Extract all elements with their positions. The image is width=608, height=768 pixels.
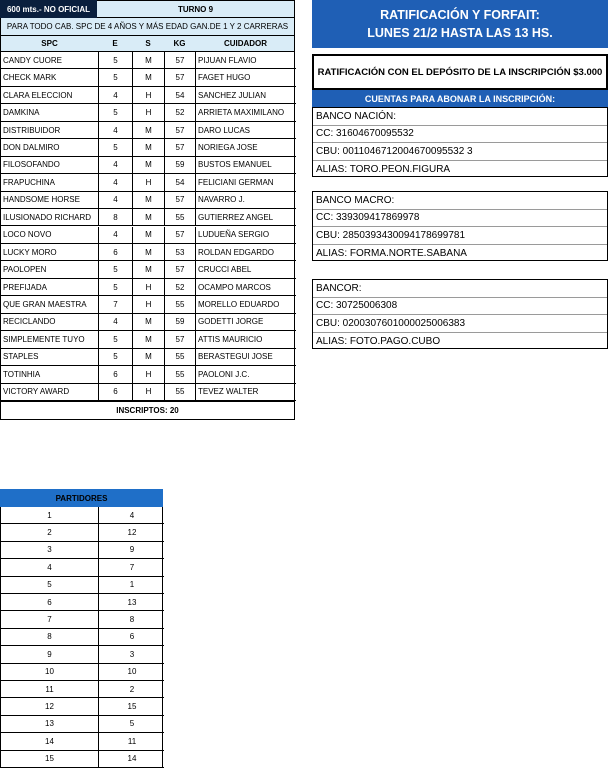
cell-edad: 4 xyxy=(98,227,132,243)
cell-kg: 54 xyxy=(164,87,195,103)
partidor-row xyxy=(1,611,164,628)
partidor-number: 9 xyxy=(47,649,52,659)
cell-spc: DISTRIBUIDOR xyxy=(3,125,61,135)
partidor-number: 7 xyxy=(47,615,52,625)
cell-cuidador: ROLDAN EDGARDO xyxy=(195,244,296,260)
cell-spc: FRAPUCHINA xyxy=(3,177,56,187)
table-row xyxy=(1,227,296,244)
cell-edad: 5 xyxy=(98,279,132,295)
col-cuidador: CUIDADOR xyxy=(223,39,268,48)
cell-edad: 4 xyxy=(98,122,132,138)
partidor-number: 8 xyxy=(47,632,52,642)
cell-cuidador: ATTIS MAURICIO xyxy=(195,331,296,347)
table-row xyxy=(1,87,296,104)
partidor-horse-number: 8 xyxy=(98,611,165,627)
bank-name: BANCO NACIÓN: xyxy=(313,108,607,126)
bank-alias: ALIAS: FORMA.NORTE.SABANA xyxy=(316,247,467,259)
cell-edad: 5 xyxy=(98,261,132,277)
cell-kg: 55 xyxy=(164,366,195,382)
bank-cbu: CBU: 0200307601000025006383 xyxy=(313,315,607,333)
cell-kg: 55 xyxy=(164,384,195,400)
table-row xyxy=(1,349,296,366)
cell-kg: 57 xyxy=(164,52,195,68)
cell-kg: 53 xyxy=(164,244,195,260)
cell-kg: 57 xyxy=(164,227,195,243)
cell-edad: 8 xyxy=(98,209,132,225)
ratificacion-deadline: LUNES 21/2 HASTA LAS 13 HS. xyxy=(367,26,553,40)
cell-sexo: M xyxy=(132,69,164,85)
cell-cuidador: ARRIETA MAXIMILANO xyxy=(195,104,296,120)
bank-cc: CC: 31604670095532 xyxy=(313,126,607,144)
table-row xyxy=(1,331,296,348)
cell-edad: 5 xyxy=(98,349,132,365)
cell-sexo: H xyxy=(132,366,164,382)
partidor-row xyxy=(1,629,164,646)
table-row xyxy=(1,192,296,209)
cell-cuidador: DARO LUCAS xyxy=(195,122,296,138)
partidor-number: 14 xyxy=(45,736,54,746)
race-condition: PARA TODO CAB. SPC DE 4 AÑOS Y MÁS EDAD GAN.DE 1 Y 2 CARRERAS xyxy=(0,18,295,35)
cuentas-header: CUENTAS PARA ABONAR LA INSCRIPCIÓN: xyxy=(312,90,608,107)
cell-cuidador: MORELLO EDUARDO xyxy=(195,296,296,312)
cell-spc: RECICLANDO xyxy=(3,317,56,327)
partidor-row xyxy=(1,542,164,559)
cell-kg: 57 xyxy=(164,331,195,347)
col-kg: KG xyxy=(173,39,186,48)
table-row xyxy=(1,314,296,331)
partidor-horse-number: 1 xyxy=(98,577,165,593)
cell-cuidador: PAOLONI J.C. xyxy=(195,366,296,382)
partidor-horse-number: 2 xyxy=(98,681,165,697)
cell-cuidador: BUSTOS EMANUEL xyxy=(195,157,296,173)
bank-alias: ALIAS: TORO.PEON.FIGURA xyxy=(316,163,451,175)
cell-kg: 59 xyxy=(164,157,195,173)
partidor-number: 6 xyxy=(47,597,52,607)
cell-kg: 55 xyxy=(164,296,195,312)
cell-cuidador: FAGET HUGO xyxy=(195,69,296,85)
cell-edad: 4 xyxy=(98,192,132,208)
cell-edad: 5 xyxy=(98,69,132,85)
cell-cuidador: BERASTEGUI JOSE xyxy=(195,349,296,365)
partidores-table xyxy=(0,489,163,768)
col-edad: E xyxy=(112,39,118,48)
cell-edad: 4 xyxy=(98,87,132,103)
cell-spc: CLARA ELECCION xyxy=(3,90,73,100)
cell-sexo: H xyxy=(132,296,164,312)
cell-sexo: M xyxy=(132,157,164,173)
cell-kg: 59 xyxy=(164,314,195,330)
partidor-number: 15 xyxy=(45,754,54,764)
cell-spc: PREFIJADA xyxy=(3,282,48,292)
cell-sexo: M xyxy=(132,227,164,243)
partidor-row xyxy=(1,664,164,681)
partidor-horse-number: 14 xyxy=(98,751,165,767)
distance-label: 600 mts.- NO OFICIAL xyxy=(0,0,97,18)
partidor-number: 11 xyxy=(45,684,54,694)
partidor-number: 2 xyxy=(47,528,52,538)
bank-cc: CC: 339309417869978 xyxy=(313,210,607,228)
table-row xyxy=(1,174,296,191)
table-row xyxy=(1,366,296,383)
table-row xyxy=(1,209,296,226)
cell-edad: 5 xyxy=(98,139,132,155)
cell-edad: 5 xyxy=(98,52,132,68)
cell-edad: 5 xyxy=(98,104,132,120)
table-row xyxy=(1,244,296,261)
bank-panel-bancor xyxy=(312,279,608,349)
partidor-horse-number: 12 xyxy=(98,524,165,540)
partidor-row xyxy=(1,524,164,541)
cell-sexo: M xyxy=(132,244,164,260)
partidor-number: 3 xyxy=(47,545,52,555)
inscriptos-total: INSCRIPTOS: 20 xyxy=(0,401,295,420)
cell-sexo: H xyxy=(132,104,164,120)
partidor-row xyxy=(1,646,164,663)
cell-cuidador: CRUCCI ABEL xyxy=(195,261,296,277)
cell-kg: 55 xyxy=(164,349,195,365)
cell-cuidador: GODETTI JORGE xyxy=(195,314,296,330)
cell-kg: 54 xyxy=(164,174,195,190)
cell-sexo: M xyxy=(132,139,164,155)
cell-edad: 6 xyxy=(98,366,132,382)
cell-cuidador: NORIEGA JOSE xyxy=(195,139,296,155)
bank-panel-macro xyxy=(312,191,608,261)
cell-kg: 52 xyxy=(164,279,195,295)
entries-body xyxy=(0,52,295,401)
cell-spc: PAOLOPEN xyxy=(3,265,47,275)
bank-cbu: CBU: 2850393430094178699781 xyxy=(313,227,607,245)
cell-edad: 6 xyxy=(98,384,132,400)
table-row xyxy=(1,157,296,174)
cell-sexo: H xyxy=(132,174,164,190)
cell-cuidador: PIJUAN FLAVIO xyxy=(195,52,296,68)
cell-kg: 57 xyxy=(164,122,195,138)
cell-sexo: M xyxy=(132,192,164,208)
cell-spc: HANDSOME HORSE xyxy=(3,195,80,205)
cell-sexo: H xyxy=(132,279,164,295)
cell-edad: 4 xyxy=(98,314,132,330)
partidor-horse-number: 10 xyxy=(98,664,165,680)
partidor-number: 13 xyxy=(45,719,54,729)
cell-spc: LOCO NOVO xyxy=(3,230,52,240)
cell-edad: 7 xyxy=(98,296,132,312)
partidor-number: 5 xyxy=(47,580,52,590)
cell-cuidador: GUTIERREZ ANGEL xyxy=(195,209,296,225)
cell-edad: 5 xyxy=(98,331,132,347)
cell-spc: ILUSIONADO RICHARD xyxy=(3,212,92,222)
partidor-horse-number: 11 xyxy=(98,733,165,749)
ratificacion-title: RATIFICACIÓN Y FORFAIT: xyxy=(380,8,540,22)
cell-spc: VICTORY AWARD xyxy=(3,387,70,397)
table-row xyxy=(1,104,296,121)
cell-spc: STAPLES xyxy=(3,352,39,362)
cell-edad: 6 xyxy=(98,244,132,260)
partidores-body xyxy=(0,507,163,768)
cell-spc: TOTINHIA xyxy=(3,369,41,379)
cell-spc: LUCKY MORO xyxy=(3,247,57,257)
partidor-row xyxy=(1,716,164,733)
partidor-row xyxy=(1,594,164,611)
deposit-note: RATIFICACIÓN CON EL DEPÓSITO DE LA INSCRIPCIÓN $3.000 xyxy=(312,54,608,90)
partidor-number: 1 xyxy=(47,510,52,520)
table-row xyxy=(1,279,296,296)
cell-edad: 4 xyxy=(98,174,132,190)
partidor-number: 10 xyxy=(45,667,54,677)
column-headers xyxy=(0,35,295,52)
cell-edad: 4 xyxy=(98,157,132,173)
col-spc: SPC xyxy=(41,39,58,48)
cell-sexo: M xyxy=(132,314,164,330)
partidor-horse-number: 7 xyxy=(98,559,165,575)
cell-sexo: M xyxy=(132,261,164,277)
bank-alias: ALIAS: FOTO.PAGO.CUBO xyxy=(316,335,441,347)
cell-cuidador: OCAMPO MARCOS xyxy=(195,279,296,295)
cell-spc: DON DALMIRO xyxy=(3,142,60,152)
bank-panel-nacion xyxy=(312,107,608,177)
partidor-horse-number: 3 xyxy=(98,646,165,662)
partidor-row xyxy=(1,681,164,698)
partidor-row xyxy=(1,559,164,576)
partidor-horse-number: 5 xyxy=(98,716,165,732)
bank-cbu: CBU: 0011046712004670095532 3 xyxy=(313,143,607,161)
cell-sexo: M xyxy=(132,331,164,347)
turno-label: TURNO 9 xyxy=(97,0,295,18)
table-row xyxy=(1,384,296,401)
bank-name: BANCO MACRO: xyxy=(313,192,607,210)
partidor-row xyxy=(1,507,164,524)
bank-cc: CC: 30725006308 xyxy=(313,298,607,316)
cell-kg: 57 xyxy=(164,69,195,85)
cell-spc: CHECK MARK xyxy=(3,73,57,83)
table-row xyxy=(1,69,296,86)
partidor-row xyxy=(1,751,164,768)
partidor-row xyxy=(1,577,164,594)
cell-spc: CANDY CUORE xyxy=(3,55,62,65)
cell-kg: 52 xyxy=(164,104,195,120)
entries-table xyxy=(0,0,295,420)
table-row xyxy=(1,52,296,69)
cell-cuidador: SANCHEZ JULIAN xyxy=(195,87,296,103)
cell-sexo: H xyxy=(132,87,164,103)
partidor-horse-number: 13 xyxy=(98,594,165,610)
partidor-horse-number: 6 xyxy=(98,629,165,645)
cell-kg: 57 xyxy=(164,261,195,277)
ratificacion-banner xyxy=(312,0,608,48)
cell-spc: QUE GRAN MAESTRA xyxy=(3,300,87,310)
cell-kg: 55 xyxy=(164,209,195,225)
cell-spc: DAMKINA xyxy=(3,108,40,118)
cell-cuidador: NAVARRO J. xyxy=(195,192,296,208)
cell-spc: SIMPLEMENTE TUYO xyxy=(3,334,85,344)
partidores-header: PARTIDORES xyxy=(0,489,163,507)
table-row xyxy=(1,296,296,313)
partidor-row xyxy=(1,698,164,715)
cell-sexo: M xyxy=(132,122,164,138)
partidor-horse-number: 15 xyxy=(98,698,165,714)
cell-sexo: M xyxy=(132,209,164,225)
cell-spc: FILOSOFANDO xyxy=(3,160,60,170)
partidor-number: 4 xyxy=(47,562,52,572)
cell-cuidador: LUDUEÑA SERGIO xyxy=(195,227,296,243)
partidor-number: 12 xyxy=(45,702,54,712)
table-row xyxy=(1,139,296,156)
table-row xyxy=(1,122,296,139)
table-row xyxy=(1,261,296,278)
partidor-horse-number: 4 xyxy=(98,507,165,523)
cell-kg: 57 xyxy=(164,192,195,208)
cell-cuidador: FELICIANI GERMAN xyxy=(195,174,296,190)
cell-cuidador: TEVEZ WALTER xyxy=(195,384,296,400)
bank-name: BANCOR: xyxy=(313,280,607,298)
cell-sexo: M xyxy=(132,52,164,68)
partidor-horse-number: 9 xyxy=(98,542,165,558)
partidor-row xyxy=(1,733,164,750)
cell-sexo: H xyxy=(132,384,164,400)
cell-kg: 57 xyxy=(164,139,195,155)
cell-sexo: M xyxy=(132,349,164,365)
col-sexo: S xyxy=(145,39,151,48)
